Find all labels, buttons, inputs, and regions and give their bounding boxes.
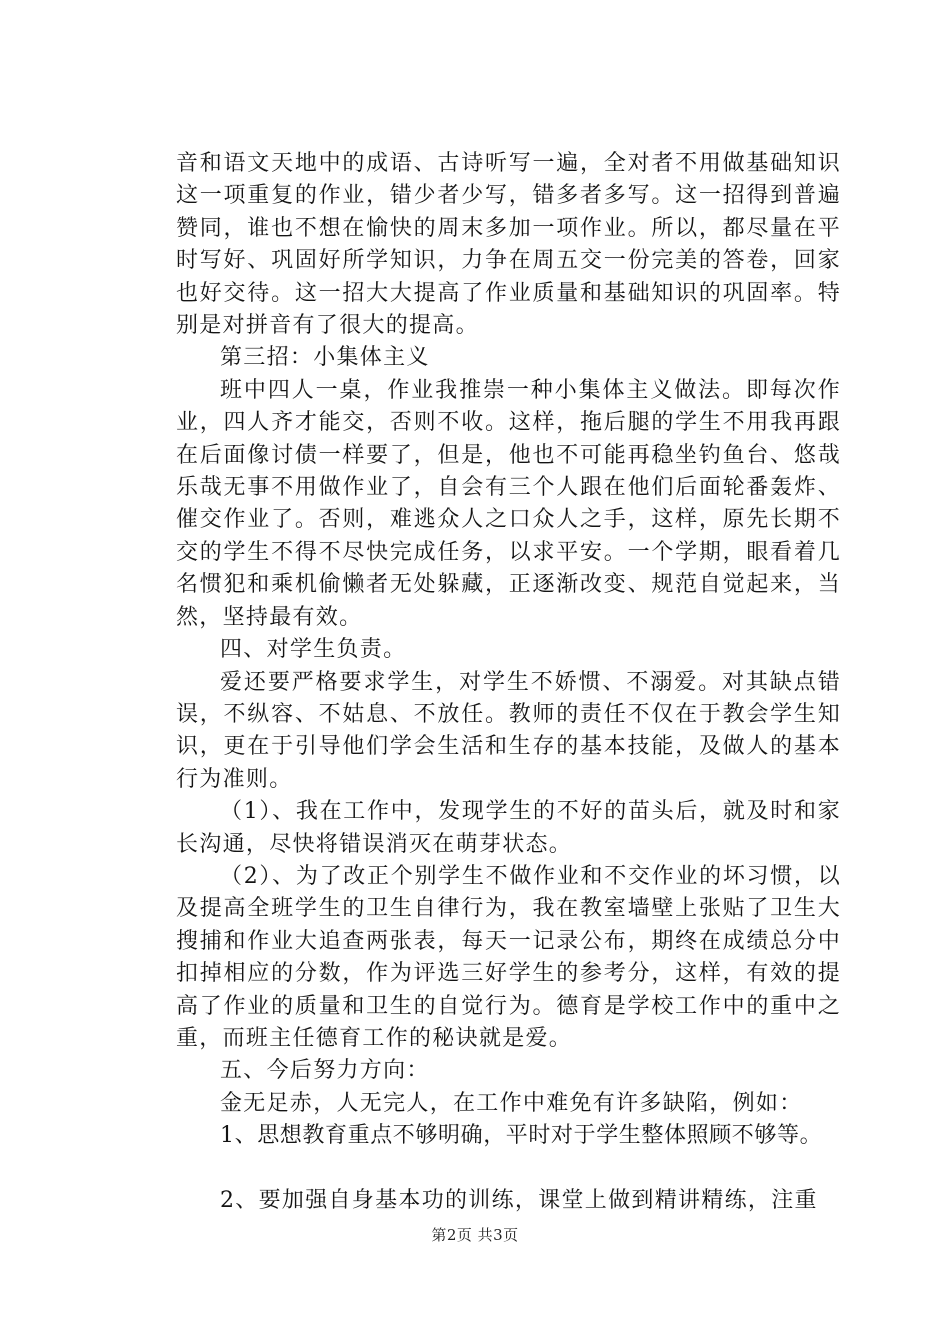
paragraph-homework-dictation: 音和语文天地中的成语、古诗听写一遍，全对者不用做基础知识这一项重复的作业，错少者少写，错多者多写。这一招得到普遍赞同，谁也不想在愉快的周末多加一项作业。所以，都尽量在平时写好、巩固好所学知识，力争在周五交一份完美的答卷，回家也好交待。这一招大大提高了作业质量和基础知识的巩固率。特别是对拼音有了很大的提高。 — [176, 151, 841, 339]
paragraph-item-2: （2）、为了改正个别学生不做作业和不交作业的坏习惯，以及提高全班学生的卫生自律行为，我在教室墙壁上张贴了卫生大搜捕和作业大追查两张表，每天一记录公布，期终在成绩总分中扣掉相应的分数，作为评选三好学生的参考分，这样，有效的提高了作业的质量和卫生的自觉行为。德育是学校工作中的重中之重，而班主任德育工作的秘诀就是爱。 — [176, 863, 841, 1051]
heading-third-method: 第三招：小集体主义 — [220, 345, 430, 371]
document-body — [176, 148, 841, 1217]
heading-section-five: 五、今后努力方向： — [220, 1058, 430, 1084]
paragraph-strict-requirements: 爱还要严格要求学生，对学生不娇惯、不溺爱。对其缺点错误，不纵容、不姑息、不放任。教师的责任不仅在于教会学生知识，更在于引导他们学会生活和生存的基本技能，及做人的基本行为准则。 — [176, 669, 841, 792]
paragraph-shortcoming-1: 1、思想教育重点不够明确，平时对于学生整体照顾不够等。 — [220, 1123, 823, 1149]
paragraph-small-collectivism: 班中四人一桌，作业我推崇一种小集体主义做法。即每次作业，四人齐才能交，否则不收。这样，拖后腿的学生不用我再跟在后面像讨债一样要了，但是，他也不可能再稳坐钓鱼台、悠哉乐哉无事不用做作业了，自会有三个人跟在他们后面轮番轰炸、催交作业了。否则，难逃众人之口众人之手，这样，原先长期不交的学生不得不尽快完成任务，以求平安。一个学期，眼看着几名惯犯和乘机偷懒者无处躲藏，正逐渐改变、规范自觉起来，当然，坚持最有效。 — [176, 377, 841, 630]
paragraph-shortcomings-intro: 金无足赤，人无完人，在工作中难免有许多缺陷，例如： — [220, 1090, 803, 1116]
page-number-footer: 第2页 共3页 — [431, 1226, 519, 1244]
paragraph-shortcoming-2: 2、要加强自身基本功的训练，课堂上做到精讲精练，注重 — [220, 1187, 818, 1213]
heading-section-four: 四、对学生负责。 — [220, 637, 407, 663]
paragraph-item-1: （1）、我在工作中，发现学生的不好的苗头后，就及时和家长沟通，尽快将错误消灭在萌芽状态。 — [176, 799, 841, 857]
